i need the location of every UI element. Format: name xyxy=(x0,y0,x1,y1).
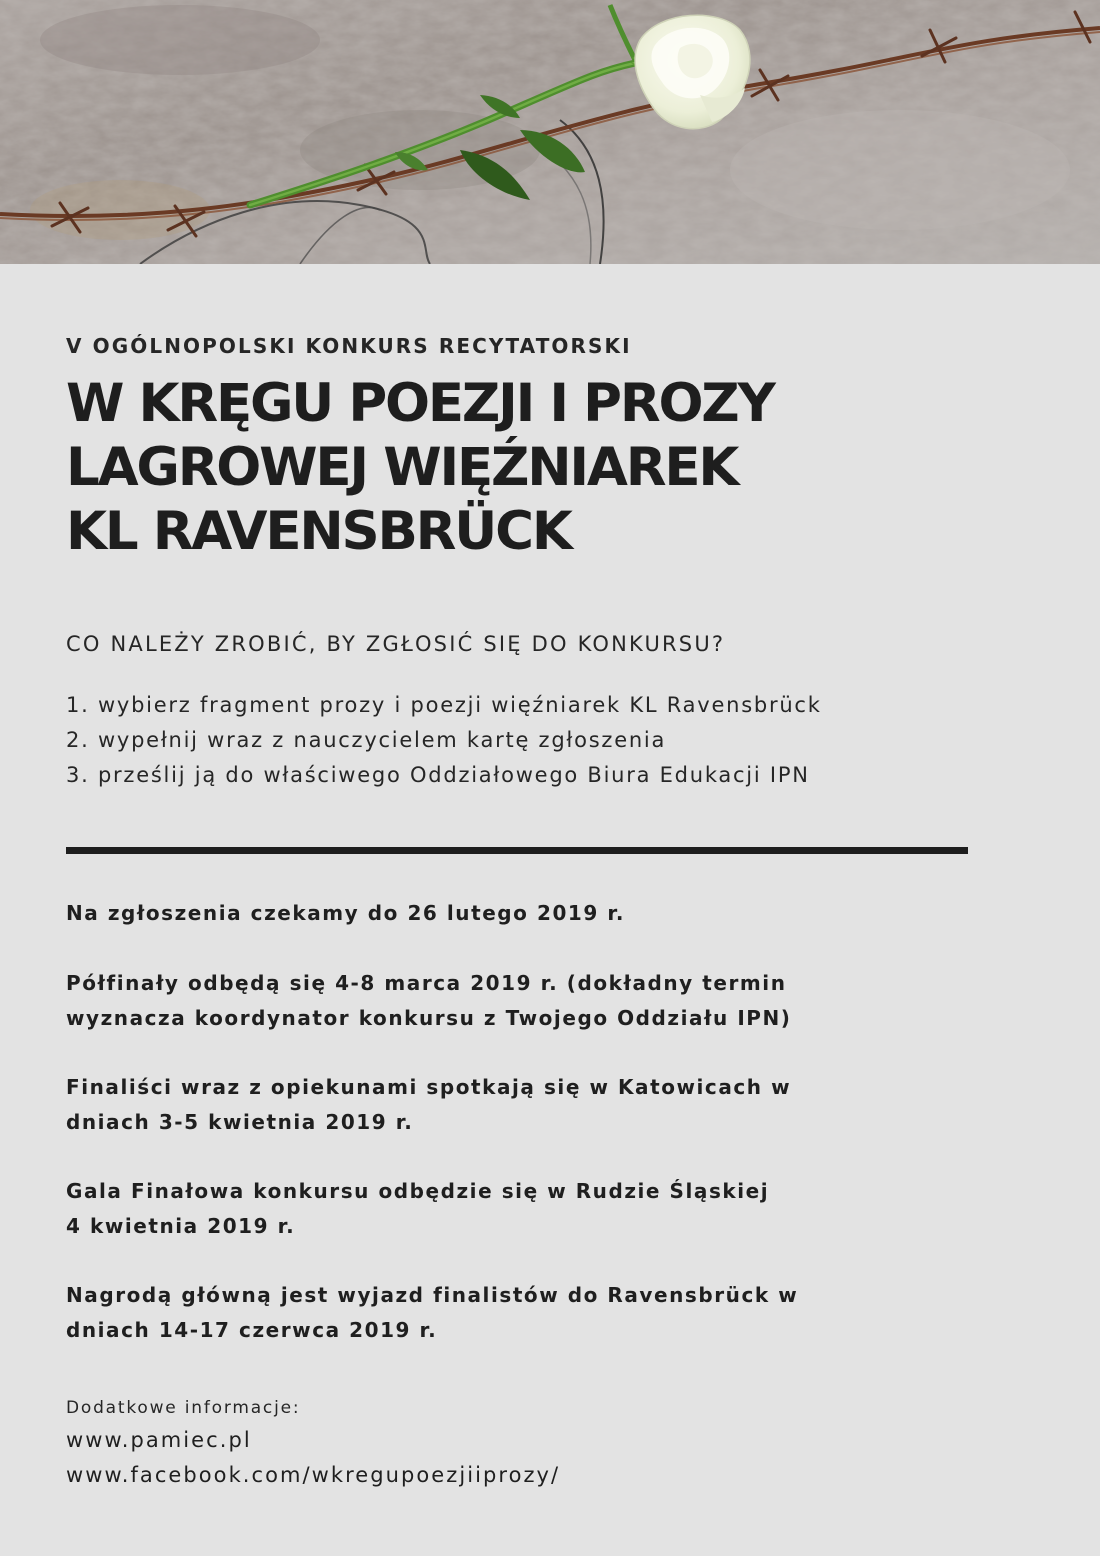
step-item: 2. wypełnij wraz z nauczycielem kartę zgłoszenia xyxy=(66,728,667,752)
how-to-apply-heading: CO NALEŻY ZROBIĆ, BY ZGŁOSIĆ SIĘ DO KONKURSU? xyxy=(66,632,726,656)
gala-info xyxy=(66,1174,769,1244)
deadline-info xyxy=(66,896,625,931)
hero-image xyxy=(0,0,1100,264)
info-line: Półfinały odbędą się 4-8 marca 2019 r. (dokładny termin xyxy=(66,971,787,995)
title-line: W KRĘGU POEZJI I PROZY xyxy=(66,373,774,434)
facebook-link[interactable]: www.facebook.com/wkregupoezjiiprozy/ xyxy=(66,1463,561,1487)
info-line: Gala Finałowa konkursu odbędzie się w Rudzie Śląskiej xyxy=(66,1179,770,1203)
contest-kicker: V OGÓLNOPOLSKI KONKURS RECYTATORSKI xyxy=(66,334,632,358)
info-line: dniach 14-17 czerwca 2019 r. xyxy=(66,1318,438,1342)
contest-title xyxy=(66,372,774,564)
info-line: Finaliści wraz z opiekunami spotkają się w Katowicach w xyxy=(66,1075,792,1099)
divider xyxy=(66,847,968,854)
step-item: 1. wybierz fragment prozy i poezji więźniarek KL Ravensbrück xyxy=(66,693,822,717)
additional-info-label: Dodatkowe informacje: xyxy=(66,1398,301,1418)
application-steps xyxy=(66,688,822,793)
step-item: 3. prześlij ją do właściwego Oddziałowego Biura Edukacji IPN xyxy=(66,763,810,787)
website-link[interactable]: www.pamiec.pl xyxy=(66,1428,252,1452)
info-line: Na zgłoszenia czekamy do 26 lutego 2019 r. xyxy=(66,901,626,925)
finals-info xyxy=(66,1070,791,1140)
title-line: KL RAVENSBRÜCK xyxy=(66,501,571,562)
title-line: LAGROWEJ WIĘŹNIAREK xyxy=(66,437,738,498)
info-line: dniach 3-5 kwietnia 2019 r. xyxy=(66,1110,414,1134)
prize-info xyxy=(66,1278,798,1348)
info-line: wyznacza koordynator konkursu z Twojego Oddziału IPN) xyxy=(66,1006,792,1030)
info-line: 4 kwietnia 2019 r. xyxy=(66,1214,296,1238)
info-line: Nagrodą główną jest wyjazd finalistów do Ravensbrück w xyxy=(66,1283,799,1307)
white-rose-barbed-wire-icon xyxy=(0,0,1100,264)
semifinals-info xyxy=(66,966,792,1036)
